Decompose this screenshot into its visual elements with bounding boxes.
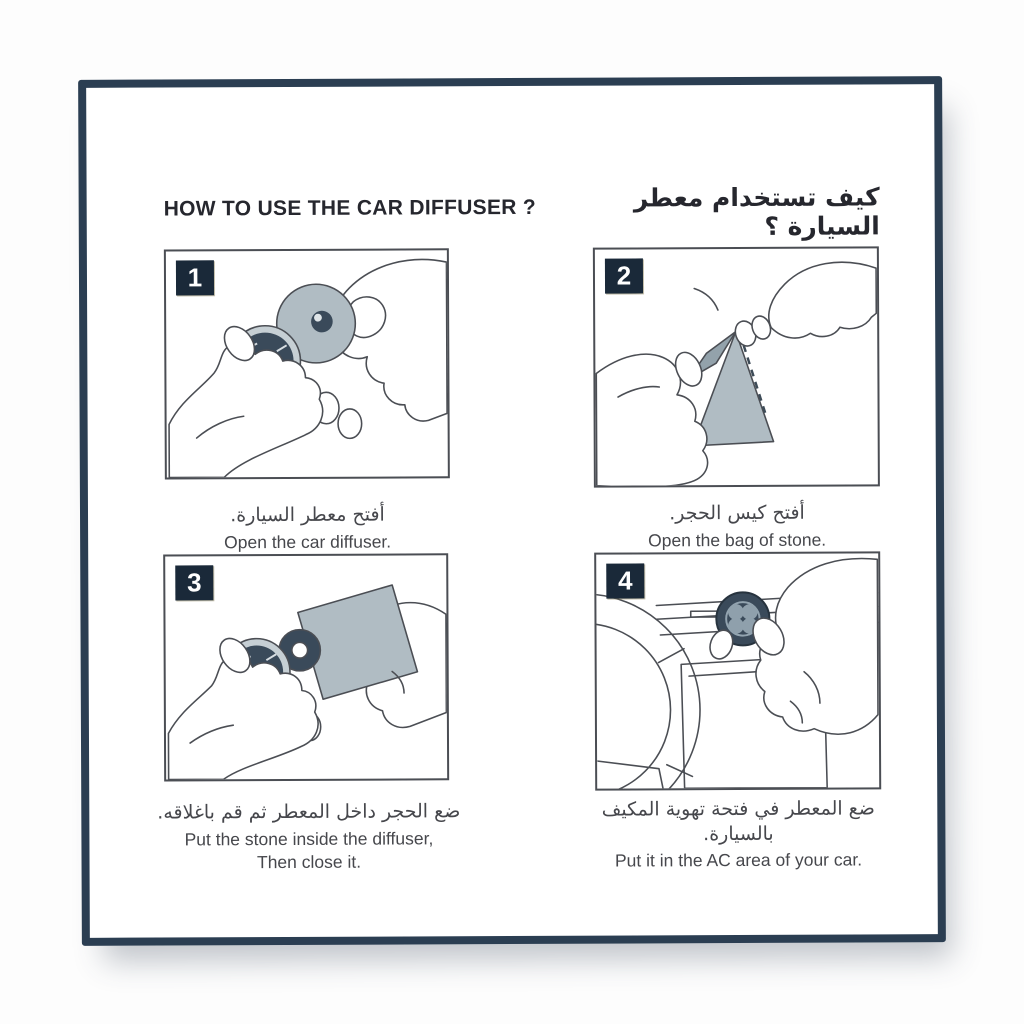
instruction-card — [78, 76, 946, 946]
right-hand — [769, 262, 877, 338]
steering-wheel-spoke — [658, 649, 692, 777]
step1-number-badge: 1 — [176, 260, 214, 295]
page-title-arabic: كيف تستخدام معطر السيارة ؟ — [633, 182, 880, 241]
step4-caption-english: Put it in the AC area of your car. — [614, 849, 863, 871]
step3-caption-english: Put the stone inside the diffuser, Then close it. — [184, 828, 434, 873]
step2-caption — [574, 500, 900, 553]
step3-number-badge: 3 — [175, 565, 213, 600]
steering-wheel-outer — [596, 594, 700, 789]
step2-number-badge: 2 — [605, 258, 643, 293]
hub-highlight — [314, 314, 322, 322]
step4-caption — [575, 796, 901, 873]
step2-caption-english: Open the bag of stone. — [648, 529, 827, 551]
step4-number-badge: 4 — [606, 563, 644, 598]
step4-panel — [594, 551, 881, 790]
step2-caption-arabic: أفتح كيس الحجر. — [669, 501, 805, 525]
step1-panel — [164, 248, 450, 479]
left-hand — [168, 655, 318, 779]
step4-caption-arabic: ضع المعطر في فتحة تهوية المكيف بالسيارة. — [601, 797, 875, 845]
page-title-english: HOW TO USE THE CAR DIFFUSER ? — [163, 195, 537, 221]
fingertip — [338, 409, 362, 439]
step3-caption-arabic: ضع الحجر داخل المعطر ثم قم باغلاقه. — [157, 800, 461, 824]
step3-panel — [163, 553, 449, 781]
diffuser-cover-hub — [311, 311, 333, 333]
ring-hole — [292, 642, 308, 658]
step1-caption — [145, 502, 470, 555]
step2-panel — [593, 246, 880, 487]
step1-caption-english: Open the car diffuser. — [224, 531, 392, 552]
step3-caption — [136, 799, 481, 875]
step1-caption-arabic: أفتح معطر السيارة. — [230, 503, 385, 527]
steering-wheel-inner — [596, 623, 671, 788]
